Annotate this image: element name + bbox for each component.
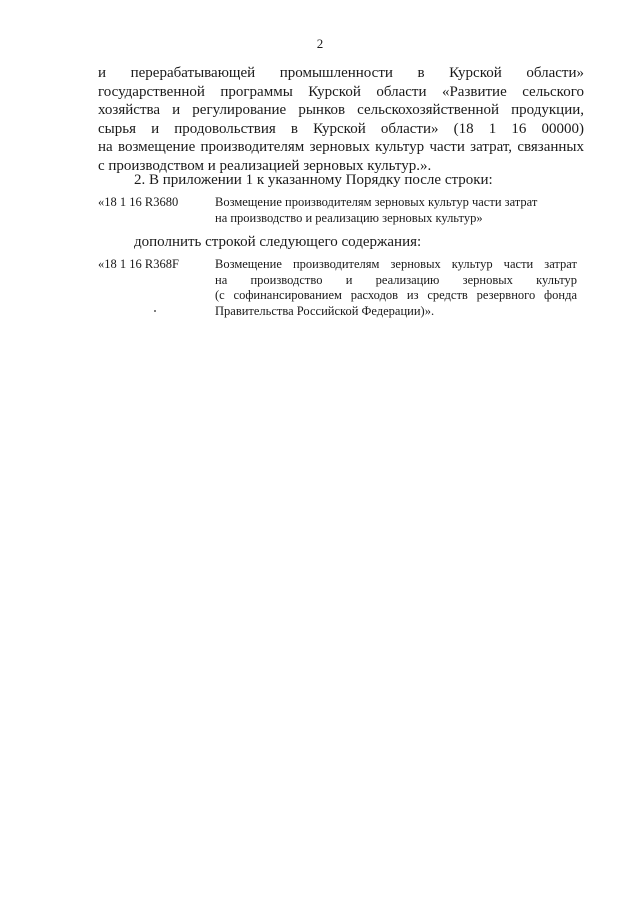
description-line: на производство и реализацию зерновых культур [215,272,577,287]
paragraph-line: и перерабатывающей промышленности в Курской области» [98,65,584,81]
description-line: Возмещение производителям зерновых культур части затрат [215,257,577,271]
description-line: Правительства Российской Федерации)». [215,303,435,318]
paragraph-line: с производством и реализацией зерновых культур.». [98,157,432,174]
description-line: Возмещение производителям зерновых культур части затрат [215,195,538,209]
scan-speck [154,310,156,312]
description-line: (с софинансированием расходов из средств резервного фонда [215,288,577,302]
budget-code: «18 1 16 R3680 [98,195,179,209]
paragraph-line: сырья и продовольствия в Курской области» (18 1 16 00000) [98,120,584,137]
budget-row-description [215,195,575,226]
paragraph-line: на возмещение производителям зерновых культур части затрат, связанных [98,139,584,156]
paragraph-line: хозяйства и регулирование рынков сельскохозяйственной продукции, [98,102,584,119]
budget-row-description [215,257,577,319]
add-row-instruction: дополнить строкой следующего содержания: [134,234,422,250]
page-number: 2 [316,36,324,51]
description-line: на производство и реализацию зерновых культур» [215,210,483,225]
body-paragraph [98,64,584,176]
budget-code: «18 1 16 R368F [98,257,179,271]
paragraph-line: государственной программы Курской области «Развитие сельского [98,83,584,100]
item-2-text: 2. В приложении 1 к указанному Порядку после строки: [134,172,493,188]
